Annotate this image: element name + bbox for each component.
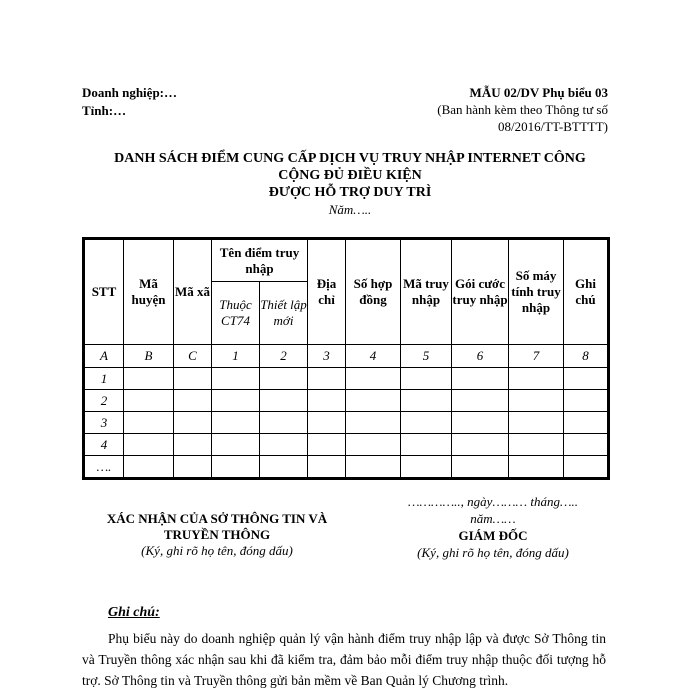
header-row-1 [84, 239, 609, 282]
header-point-name: Tên điểm truy nhập [212, 239, 308, 282]
row-number: …. [84, 456, 124, 479]
table-row [84, 368, 609, 390]
note-title: Ghi chú: [108, 605, 160, 620]
title-line-2: CỘNG ĐỦ ĐIỀU KIỆN [278, 168, 422, 183]
signature-block [373, 493, 613, 561]
code-cell: 2 [260, 345, 308, 368]
title-line-1: DANH SÁCH ĐIỂM CUNG CẤP DỊCH VỤ TRUY NHẬP INTERNET CÔNG [114, 151, 586, 166]
column-code-row [84, 345, 609, 368]
date-line-1: ………….., ngày……… tháng….. [407, 494, 579, 509]
header-commune: Mã xã [174, 239, 212, 345]
code-cell: 1 [212, 345, 260, 368]
header-contract: Số hợp đồng [346, 239, 401, 345]
header-access-code: Mã truy nhập [401, 239, 452, 345]
header-ct74: Thuộc CT74 [212, 282, 260, 345]
date-line-2: năm…… [470, 511, 516, 526]
header-left [82, 84, 177, 120]
code-cell: 5 [401, 345, 452, 368]
code-cell: 8 [564, 345, 609, 368]
code-cell: 6 [452, 345, 509, 368]
row-number: 4 [84, 434, 124, 456]
document-title [60, 150, 640, 218]
row-number: 3 [84, 412, 124, 434]
table-row [84, 434, 609, 456]
header-package: Gói cước truy nhập [452, 239, 509, 345]
header-district: Mã huyện [124, 239, 174, 345]
note-body: Phụ biểu này do doanh nghiệp quản lý vận hành điểm truy nhập lập và được Sở Thông tin và Truyền thông xác nhận sau khi đã kiểm tra, đảm bảo mỗi điểm truy nhập thuộc đối tượng hỗ trợ. Sở Thông tin và Truyền thông gửi bản mềm về Ban Quản lý Chương trình. [82, 631, 606, 688]
province-field: Tỉnh:… [82, 103, 127, 118]
header-new: Thiết lập mới [260, 282, 308, 345]
header-note: Ghi chú [564, 239, 609, 345]
header-right [400, 84, 608, 135]
code-cell: 3 [308, 345, 346, 368]
title-line-3: ĐƯỢC HỖ TRỢ DUY TRÌ [268, 185, 432, 200]
access-point-table [82, 237, 610, 480]
issued-line-1: (Ban hành kèm theo Thông tư số [437, 102, 608, 117]
code-cell: B [124, 345, 174, 368]
signer-sign-note: (Ký, ghi rõ họ tên, đóng dấu) [417, 545, 569, 560]
confirmation-block [82, 511, 352, 559]
row-number: 1 [84, 368, 124, 390]
form-code: MẪU 02/DV Phụ biểu 03 [469, 85, 608, 100]
code-cell: A [84, 345, 124, 368]
issued-line-2: 08/2016/TT-BTTTT) [497, 119, 608, 134]
table-row [84, 412, 609, 434]
company-field: Doanh nghiệp:… [82, 85, 177, 100]
header-computers: Số máy tính truy nhập [509, 239, 564, 345]
confirm-title-line-1: XÁC NHẬN CỦA SỞ THÔNG TIN VÀ [106, 511, 328, 526]
row-number: 2 [84, 390, 124, 412]
code-cell: 7 [509, 345, 564, 368]
confirm-sign-note: (Ký, ghi rõ họ tên, đóng dấu) [141, 543, 293, 558]
table-row [84, 456, 609, 479]
confirm-title-line-2: TRUYỀN THÔNG [163, 527, 271, 542]
title-year: Năm….. [328, 202, 372, 217]
header-address: Địa chỉ [308, 239, 346, 345]
code-cell: C [174, 345, 212, 368]
table-row [84, 390, 609, 412]
header-stt: STT [84, 239, 124, 345]
signer-title: GIÁM ĐỐC [458, 528, 528, 543]
code-cell: 4 [346, 345, 401, 368]
